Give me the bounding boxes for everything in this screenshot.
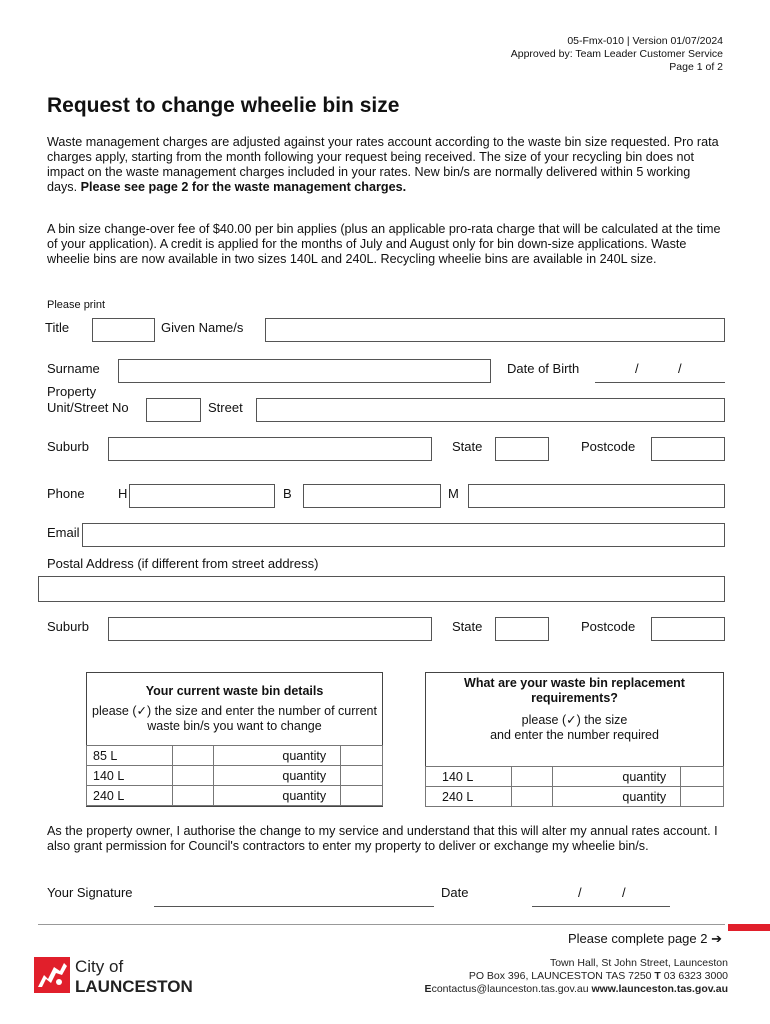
- bin-size-checkbox[interactable]: [172, 766, 213, 786]
- bin-size: 140 L: [426, 767, 512, 787]
- dob-field[interactable]: [595, 382, 725, 383]
- footer-address: Town Hall, St John Street, Launceston: [549, 957, 728, 969]
- quantity-label: quantity: [552, 767, 681, 787]
- surname-field[interactable]: [118, 359, 491, 383]
- quantity-label: quantity: [213, 746, 341, 766]
- postal-suburb-label: Suburb: [47, 619, 89, 634]
- intro-paragraph-1: [47, 135, 723, 195]
- replacement-bins-table: [425, 766, 724, 807]
- continue-note: Please complete page 2 ➔: [568, 931, 722, 946]
- table-row: [426, 787, 724, 807]
- intro-bold-note: Please see page 2 for the waste management charges.: [80, 180, 407, 194]
- suburb-label: Suburb: [47, 439, 89, 454]
- approved-by: Approved by: Team Leader Customer Service: [510, 48, 723, 60]
- phone-home-label: H: [118, 486, 128, 501]
- bin-size: 85 L: [87, 746, 173, 766]
- date-label: Date: [441, 885, 469, 900]
- unit-street-no-field[interactable]: [146, 398, 201, 422]
- phone-mobile-label: M: [448, 486, 459, 501]
- bin-size: 140 L: [87, 766, 173, 786]
- current-bins-heading: Your current waste bin details: [145, 684, 324, 698]
- suburb-field[interactable]: [108, 437, 432, 461]
- intro-paragraph-2: A bin size change-over fee of $40.00 per bin applies (plus an applicable pro-rata charge that will be calculated at the time of your application). A credit is applied for the months of July and August only for bin down-size applications. Waste wheelie bins are now available in two sizes 140L and 240L. Recycling wheelie bins are available in 240L size.: [47, 222, 721, 266]
- quantity-label: quantity: [552, 787, 681, 807]
- dob-separator: /: [678, 361, 682, 376]
- bin-size-checkbox[interactable]: [172, 786, 213, 806]
- signature-field[interactable]: [154, 906, 434, 907]
- postal-postcode-field[interactable]: [651, 617, 725, 641]
- intro-text: Waste management charges are adjusted against your rates account according to the waste bin size requested. Pro rata charges apply, starting from the month following your request being received. The size of your recycling bin does not impact on the waste management charges included in your rates. New bin/s are normally delivered within 5 working days.: [47, 135, 719, 194]
- phone-home-field[interactable]: [129, 484, 275, 508]
- footer-email[interactable]: contactus@launceston.tas.gov.au: [431, 983, 589, 995]
- logo-launceston: LAUNCESTON: [75, 977, 193, 996]
- postal-state-field[interactable]: [495, 617, 549, 641]
- dob-label: Date of Birth: [507, 361, 580, 376]
- logo-wordmark: [75, 957, 193, 997]
- form-id: 05-Fmx-010 | Version 01/07/2024: [567, 35, 723, 47]
- footer-divider: [38, 924, 725, 925]
- quantity-field[interactable]: [341, 766, 383, 786]
- authorisation-text: As the property owner, I authorise the change to my service and understand that this will alter my annual rates account. I also grant permission for Council's contractors to enter my property to deliver or exchange my wheelie bin/s.: [47, 824, 718, 853]
- quantity-label: quantity: [213, 786, 341, 806]
- postal-address-field[interactable]: [38, 576, 725, 602]
- replacement-instruction-1: please (✓) the size: [521, 713, 628, 727]
- document-header: [511, 35, 723, 74]
- quantity-field[interactable]: [341, 786, 383, 806]
- quantity-field[interactable]: [681, 787, 724, 807]
- property-label-line1: Property: [47, 384, 97, 399]
- state-field[interactable]: [495, 437, 549, 461]
- launceston-logo-icon: [34, 957, 70, 993]
- bin-size-checkbox[interactable]: [511, 787, 552, 807]
- current-bins-instruction: please (✓) the size and enter the number of current waste bin/s you want to change: [92, 704, 377, 733]
- phone-business-label: B: [283, 486, 292, 501]
- title-field[interactable]: [92, 318, 155, 342]
- bin-size-checkbox[interactable]: [511, 767, 552, 787]
- page-title: Request to change wheelie bin size: [47, 94, 400, 117]
- table-row: [87, 766, 383, 786]
- table-row: [426, 767, 724, 787]
- state-label: State: [452, 439, 483, 454]
- postal-postcode-label: Postcode: [581, 619, 636, 634]
- quantity-field[interactable]: [341, 746, 383, 766]
- footer-phone-label: T: [654, 970, 661, 982]
- postcode-field[interactable]: [651, 437, 725, 461]
- footer-website[interactable]: www.launceston.tas.gov.au: [591, 983, 728, 995]
- title-label: Title: [45, 320, 70, 335]
- footer-email-label: E: [424, 983, 432, 995]
- quantity-field[interactable]: [681, 767, 724, 787]
- please-print-label: Please print: [47, 299, 106, 311]
- postal-suburb-field[interactable]: [108, 617, 432, 641]
- postal-address-label: Postal Address (if different from street address): [47, 556, 319, 571]
- property-label: [47, 384, 129, 416]
- replacement-bins-heading: What are your waste bin replacement requirements?: [464, 676, 685, 705]
- phone-mobile-field[interactable]: [468, 484, 725, 508]
- table-row: [87, 786, 383, 806]
- postal-state-label: State: [452, 619, 483, 634]
- bin-size: 240 L: [87, 786, 173, 806]
- given-names-field[interactable]: [265, 318, 725, 342]
- surname-label: Surname: [47, 361, 100, 376]
- signature-label: Your Signature: [47, 885, 133, 900]
- date-field[interactable]: [532, 906, 670, 907]
- postcode-label: Postcode: [581, 439, 636, 454]
- phone-label: Phone: [47, 486, 85, 501]
- dob-separator: /: [635, 361, 639, 376]
- page-number: Page 1 of 2: [669, 61, 723, 73]
- quantity-label: quantity: [213, 766, 341, 786]
- bin-size-checkbox[interactable]: [172, 746, 213, 766]
- phone-business-field[interactable]: [303, 484, 441, 508]
- footer-po-box: PO Box 396, LAUNCESTON TAS 7250: [468, 970, 652, 982]
- logo-city-of: City of: [75, 957, 124, 976]
- bin-size: 240 L: [426, 787, 512, 807]
- email-label: Email: [47, 525, 80, 540]
- footer-contact: [425, 957, 728, 996]
- date-separator: /: [578, 885, 582, 900]
- email-field[interactable]: [82, 523, 725, 547]
- street-label: Street: [208, 400, 243, 415]
- replacement-instruction-2: and enter the number required: [490, 728, 659, 742]
- footer-email-line: [425, 983, 728, 996]
- given-names-label: Given Name/s: [161, 320, 244, 335]
- street-field[interactable]: [256, 398, 725, 422]
- footer-po-box-line: [425, 970, 728, 983]
- current-bins-table: [86, 745, 383, 806]
- date-separator: /: [622, 885, 626, 900]
- unit-street-no-label: Unit/Street No: [47, 400, 129, 415]
- accent-bar: [728, 924, 770, 931]
- footer-phone: 03 6323 3000: [663, 970, 728, 982]
- table-row: [87, 746, 383, 766]
